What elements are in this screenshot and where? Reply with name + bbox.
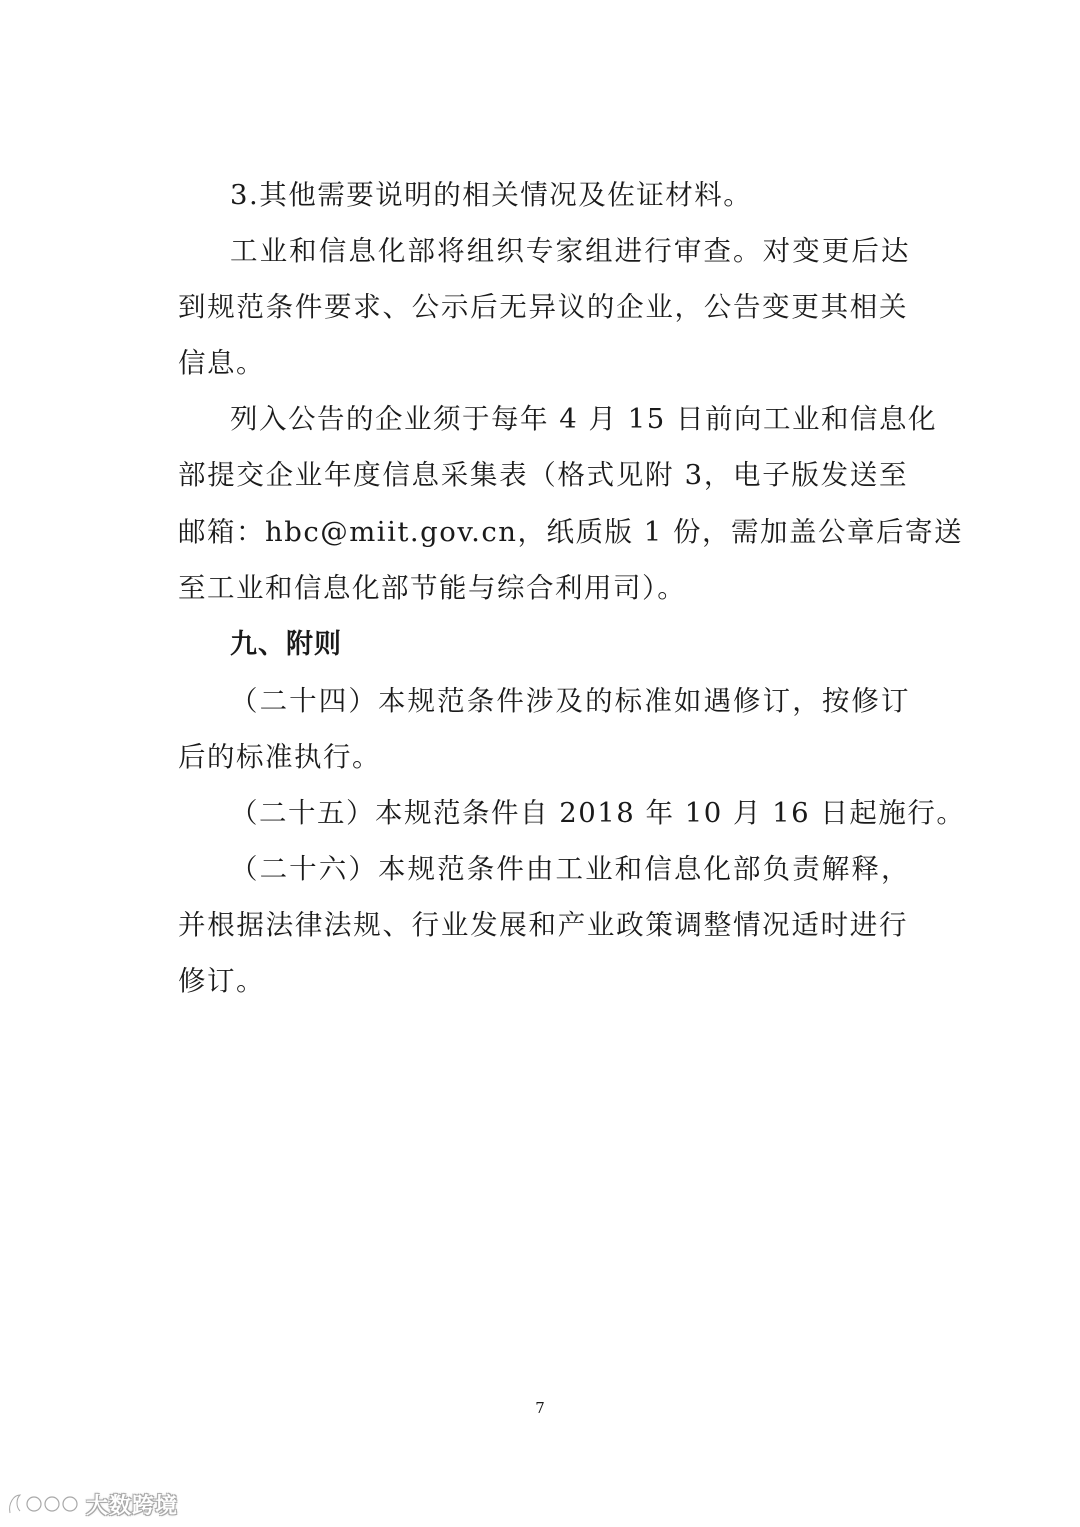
article-24-line: （二十四）本规范条件涉及的标准如遇修订，按修订 (230, 685, 910, 717)
paragraph-line-annual-report-cont: 部提交企业年度信息采集表（格式见附 3，电子版发送至 (178, 459, 908, 491)
paragraph-line-annual-report-end: 至工业和信息化部节能与综合利用司）。 (178, 572, 687, 604)
paragraph-line-review: 工业和信息化部将组织专家组进行审查。对变更后达 (230, 235, 910, 267)
watermark (6, 1486, 178, 1522)
section-heading-appendix: 九、附则 (230, 629, 342, 660)
paragraph-line-supporting-materials: 3.其他需要说明的相关情况及佐证材料。 (230, 179, 753, 211)
paragraph-line-annual-report: 列入公告的企业须于每年 4 月 15 日前向工业和信息化 (230, 403, 937, 435)
paragraph-line-review-cont: 到规范条件要求、公示后无异议的企业，公告变更其相关 (178, 291, 908, 323)
article-26-line: （二十六）本规范条件由工业和信息化部负责解释， (230, 853, 910, 885)
article-25-line: （二十五）本规范条件自 2018 年 10 月 16 日起施行。 (230, 797, 966, 829)
article-24-line-end: 后的标准执行。 (178, 741, 381, 773)
article-26-line-end: 修订。 (178, 965, 265, 997)
paragraph-line-review-end: 信息。 (178, 347, 265, 379)
article-26-line-cont: 并根据法律法规、行业发展和产业政策调整情况适时进行 (178, 909, 908, 941)
watermark-text: 大数跨境 (86, 1493, 179, 1519)
page-number: 7 (535, 1399, 545, 1417)
paragraph-line-email: 邮箱：hbc@miit.gov.cn，纸质版 1 份，需加盖公章后寄送 (178, 516, 963, 548)
dashu-kuajing-logo-icon (6, 1489, 80, 1519)
